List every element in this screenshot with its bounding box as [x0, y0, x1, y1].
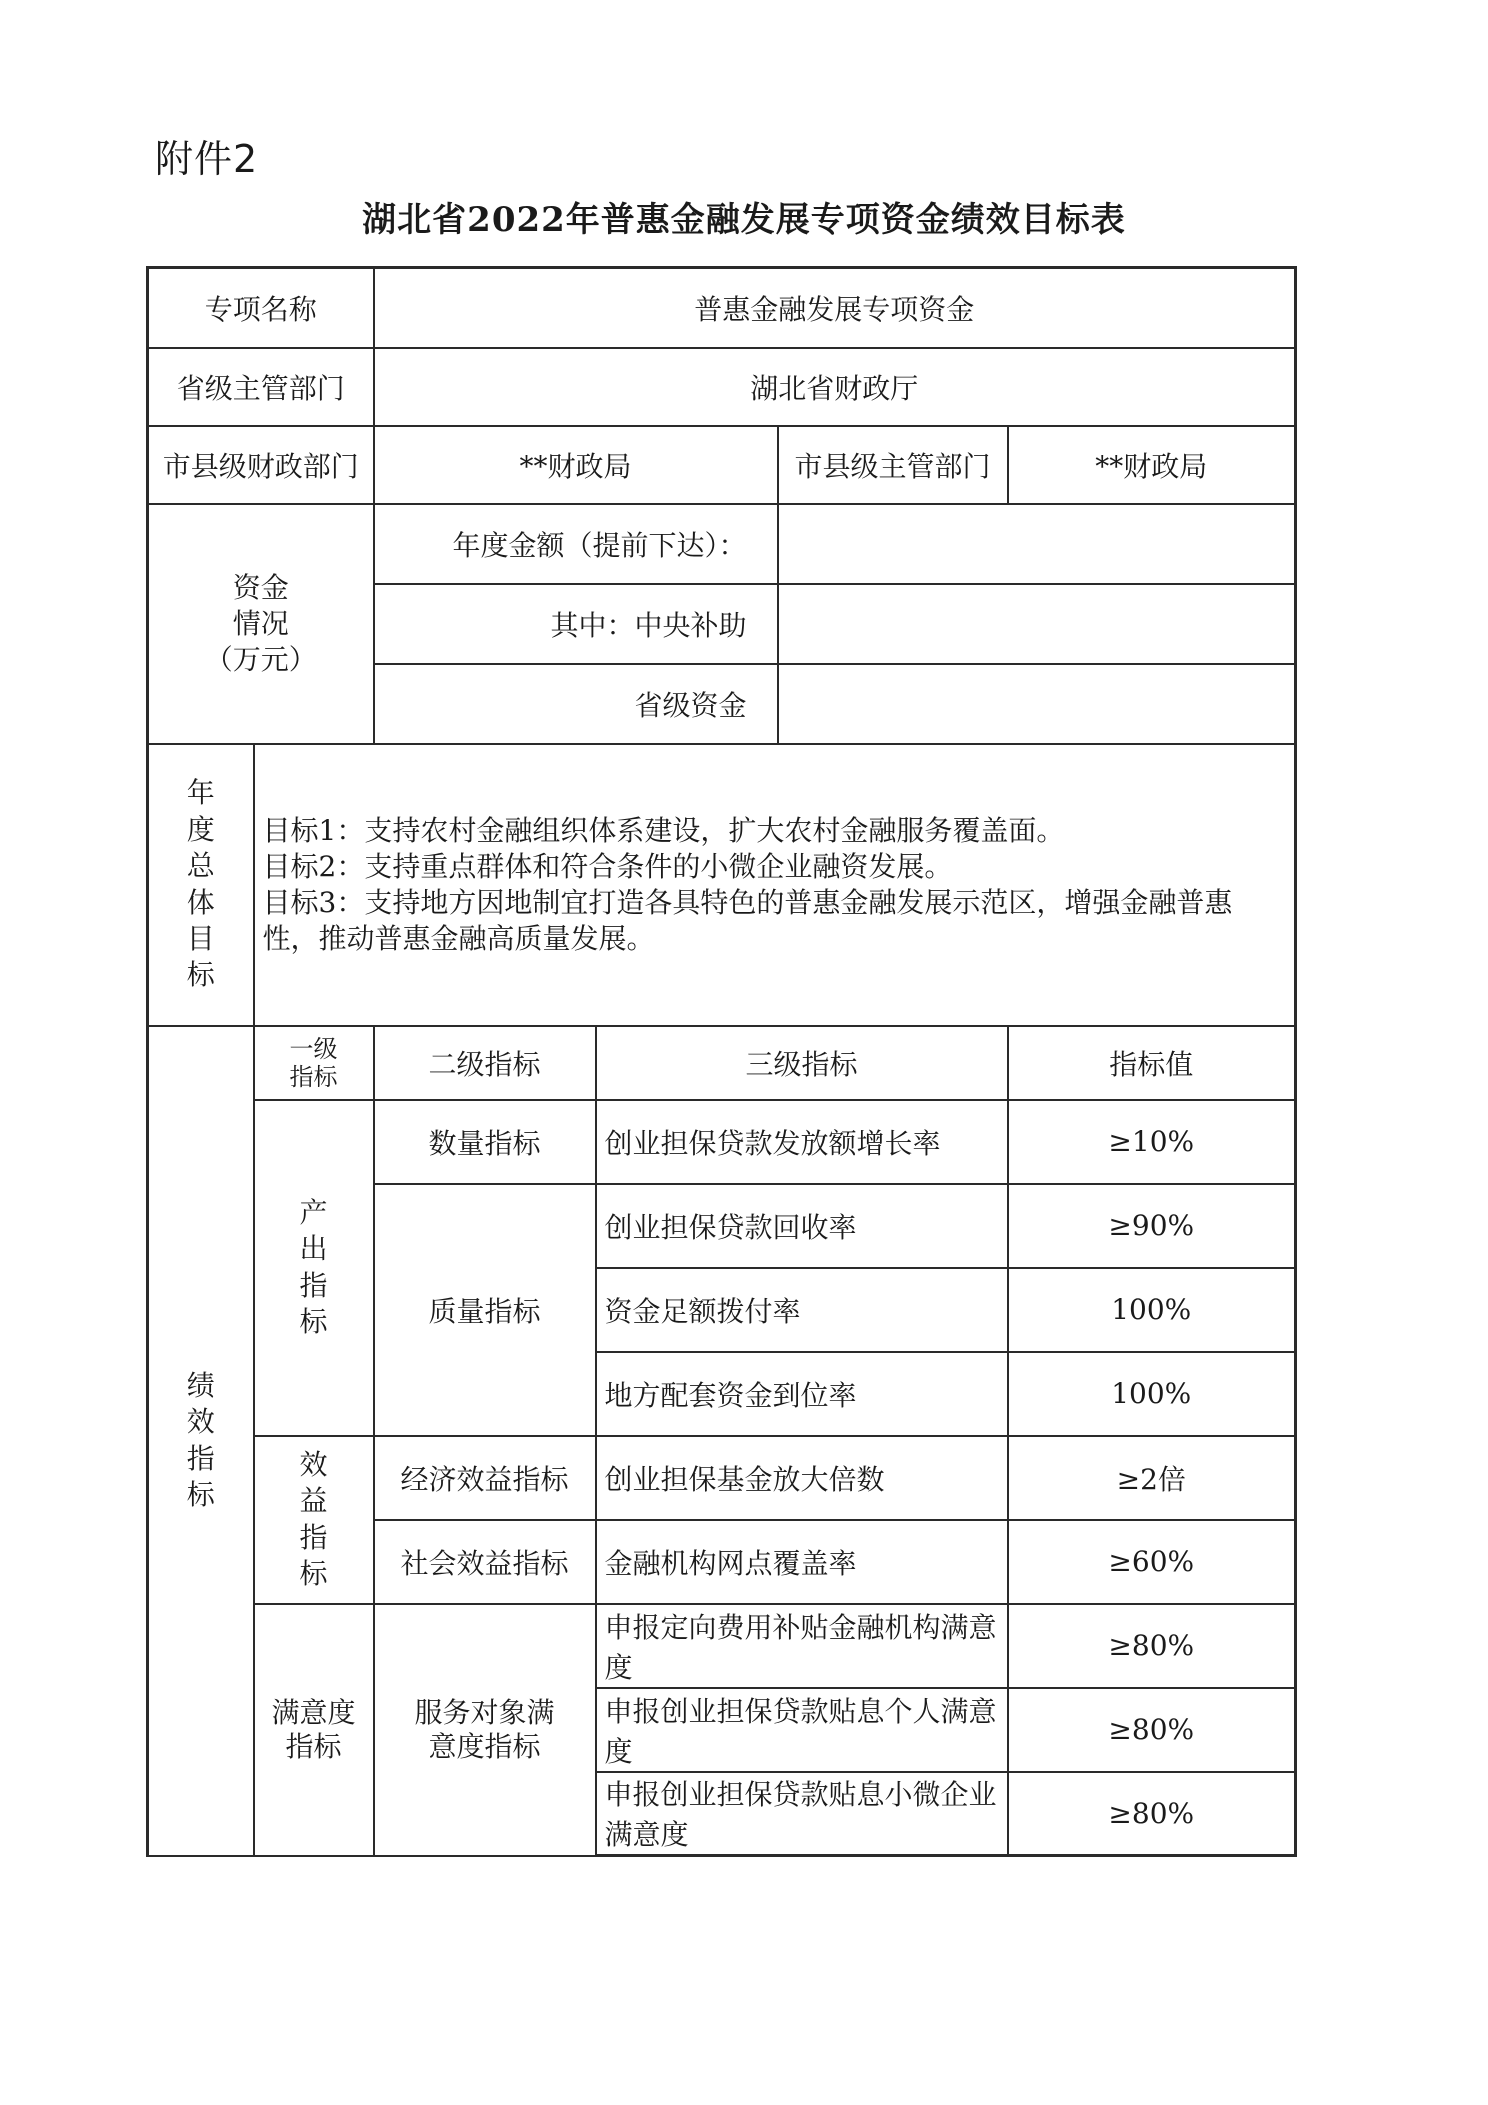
level1-benefit — [254, 1436, 374, 1604]
level3-item: 金融机构网点覆盖率 — [596, 1520, 1008, 1604]
funds-label-line: （万元） — [204, 642, 317, 676]
city-dept-label: 市县级主管部门 — [778, 426, 1008, 504]
funds-label-line: 资金 — [232, 570, 289, 604]
city-finance-value: **财政局 — [374, 426, 778, 504]
level2-quality: 质量指标 — [374, 1184, 596, 1436]
project-name-value: 普惠金融发展专项资金 — [374, 268, 1296, 348]
level1-output — [254, 1100, 374, 1436]
level3-item: 申报创业担保贷款贴息个人满意度 — [596, 1688, 1008, 1772]
provincial-dept-label: 省级主管部门 — [148, 348, 374, 426]
indicator-value: ≥80% — [1008, 1604, 1296, 1688]
goal-line: 目标3：支持地方因地制宜打造各具特色的普惠金融发展示范区，增强金融普惠性，推动普惠金融高质量发展。 — [262, 885, 1233, 955]
page-title: 湖北省2022年普惠金融发展专项资金绩效目标表 — [362, 200, 1126, 240]
annual-goal-content — [254, 744, 1296, 1026]
funds-central-label: 其中：中央补助 — [374, 584, 778, 664]
goal-line: 目标1：支持农村金融组织体系建设，扩大农村金融服务覆盖面。 — [262, 813, 1065, 847]
annual-goal-label-text: 年度总体目标 — [186, 776, 215, 992]
indicator-value: ≥2倍 — [1008, 1436, 1296, 1520]
funds-label — [148, 504, 374, 744]
indicator-value: ≥80% — [1008, 1688, 1296, 1772]
level2-economic: 经济效益指标 — [374, 1436, 596, 1520]
funds-annual-value — [778, 504, 1296, 584]
funds-provincial-value — [778, 664, 1296, 744]
city-finance-label: 市县级财政部门 — [148, 426, 374, 504]
funds-label-line: 情况 — [232, 606, 289, 640]
level2-social: 社会效益指标 — [374, 1520, 596, 1604]
header-value: 指标值 — [1008, 1026, 1296, 1100]
funds-provincial-label: 省级资金 — [374, 664, 778, 744]
level3-item: 创业担保贷款发放额增长率 — [596, 1100, 1008, 1184]
city-dept-value: **财政局 — [1008, 426, 1296, 504]
level1-satisfaction — [254, 1604, 374, 1856]
level3-item: 创业担保基金放大倍数 — [596, 1436, 1008, 1520]
level2-service-satisfaction — [374, 1604, 596, 1856]
indicator-value: ≥90% — [1008, 1184, 1296, 1268]
level3-item: 地方配套资金到位率 — [596, 1352, 1008, 1436]
funds-central-value — [778, 584, 1296, 664]
level3-item: 申报创业担保贷款贴息小微企业满意度 — [596, 1772, 1008, 1856]
header-level3: 三级指标 — [596, 1026, 1008, 1100]
indicator-value: 100% — [1008, 1268, 1296, 1352]
level3-item: 申报定向费用补贴金融机构满意度 — [596, 1604, 1008, 1688]
funds-annual-label: 年度金额（提前下达）： — [374, 504, 778, 584]
project-name-label: 专项名称 — [148, 268, 374, 348]
goal-line: 目标2：支持重点群体和符合条件的小微企业融资发展。 — [262, 849, 953, 883]
indicator-value: ≥10% — [1008, 1100, 1296, 1184]
performance-target-table — [146, 266, 1297, 1857]
performance-label-text: 绩效指标 — [186, 1368, 215, 1511]
level2-quantity: 数量指标 — [374, 1100, 596, 1184]
performance-label — [148, 1026, 254, 1856]
attachment-label: 附件2 — [155, 137, 259, 181]
header-level1 — [254, 1026, 374, 1100]
indicator-value: ≥80% — [1008, 1772, 1296, 1856]
header-level1-text: 一级指标 — [289, 1034, 338, 1091]
indicator-value: 100% — [1008, 1352, 1296, 1436]
provincial-dept-value: 湖北省财政厅 — [374, 348, 1296, 426]
level3-item: 资金足额拨付率 — [596, 1268, 1008, 1352]
level1-output-text: 产出指标 — [299, 1195, 328, 1338]
header-level2: 二级指标 — [374, 1026, 596, 1100]
level1-benefit-text: 效益指标 — [299, 1447, 328, 1590]
level2-service-satisfaction-text: 服务对象满意度指标 — [414, 1695, 555, 1763]
indicator-value: ≥60% — [1008, 1520, 1296, 1604]
level1-satisfaction-text: 满意度指标 — [271, 1695, 356, 1763]
level3-item: 创业担保贷款回收率 — [596, 1184, 1008, 1268]
annual-goal-label — [148, 744, 254, 1026]
